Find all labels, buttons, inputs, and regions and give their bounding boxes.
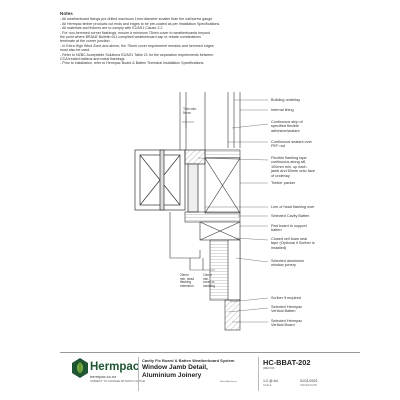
label-vertical-batten: Selected Hermpac Vertical Batten xyxy=(271,305,303,314)
cladding-boards xyxy=(190,240,240,330)
label-foam-seal-tape: Closed cell foam seal tape (Optional if Scriber is installed) xyxy=(271,237,315,250)
website-link[interactable]: hermpac.co.nz xyxy=(90,374,117,379)
notes-heading: Notes xyxy=(60,11,73,16)
note-line: CCA treated battens and metal flashings. xyxy=(60,57,126,62)
label-building-underlay: Building underlay xyxy=(271,98,301,102)
label-internal-lining: Internal lining xyxy=(271,108,294,112)
label-head-flashing: Line of head flashing over xyxy=(271,205,315,209)
label-part-board: Part board to support batten xyxy=(271,224,307,233)
label-cavity-batten: Selected Cavity Batten xyxy=(271,214,310,218)
label-trim-min: Trim min. 5mm xyxy=(183,107,197,115)
issued-date-value: 01/11/2021 xyxy=(300,379,318,383)
label-head-flashing-extension: 20mm min. head flashing extension xyxy=(180,273,194,289)
title-block-divider xyxy=(258,357,259,391)
title-block xyxy=(60,352,360,395)
note-line: - All Hermpac timber products cut ends and edges to be pre-coated as per Installation Specifications. xyxy=(60,21,221,26)
note-line: - Prior to installation, refer to Hermpac Board & Batten Technical Installation Specifications. xyxy=(60,61,205,66)
label-adhesive-sealant: Continuous strip of specified flexible adhesive/sealant xyxy=(271,120,303,133)
note-line: must also be used. xyxy=(60,48,91,53)
window-joinery xyxy=(135,150,205,212)
label-cover-to-cladding: 10mm min. cover to cladding xyxy=(203,273,215,289)
wall-framing xyxy=(180,92,240,150)
consultant-logo: Marvel Architects xyxy=(220,381,237,383)
drawing-number: HC-BBAT-202 xyxy=(263,358,311,367)
title-block-divider xyxy=(138,357,139,391)
label-timber-packer: Timber packer xyxy=(271,181,296,185)
timber-stud xyxy=(205,150,240,213)
note-line: - All weatherboard fixings pre-drilled maximum 1mm diameter smaller than the nail/screw gauge xyxy=(60,17,213,22)
note-line: terminate at the corner junction. xyxy=(60,39,111,44)
note-line: the point where BRANZ Bulletin 611 compliant weatherboard cap or rebate combinations xyxy=(60,35,201,40)
note-line: - For non-hemmed corner flashings, ensure a minimum 75mm cover to weatherboards beyond xyxy=(60,30,211,35)
label-scriber: Scriber if required xyxy=(271,296,301,300)
brand-name: Hermpac xyxy=(90,361,140,373)
label-vertical-board: Selected Hermpac Vertical Board xyxy=(271,319,303,328)
label-flashing-tape: Flexible flashing tape continuous along sill, 100mm min. up each jamb and 50mm onto face of underlay xyxy=(271,156,315,178)
scale-value: 1:2 @ A4 xyxy=(263,379,278,383)
subject-to-change-note: SUBJECT TO CHANGE WITHOUT NOTICE xyxy=(90,379,146,383)
note-line: - In Extra High Wind Zone and above, the 75mm cover requirement remains and hemmed edges xyxy=(60,43,214,48)
label-aluminium-joinery: Selected aluminium window joinery xyxy=(271,259,305,268)
scale-label: SCALE xyxy=(263,384,272,387)
note-line: - All materials and fixtures are to comply with E2/AS1 Clause 2.2 xyxy=(60,26,163,31)
drawing-title: Window Jamb Detail, Aluminium Joinery xyxy=(142,364,208,379)
note-line: - Refer to NZBC Acceptable Solutions E2/AS1 Table 21 for the separation requirements between xyxy=(60,52,214,57)
system-name: Cavity Fix Board & Batten Weatherboard System xyxy=(142,358,235,363)
issued-date-label: ISSUED DATE xyxy=(300,384,318,387)
revision: (REV00) xyxy=(263,366,275,370)
label-sealant-pef-rod: Continuous sealant over PEF rod xyxy=(271,140,312,149)
